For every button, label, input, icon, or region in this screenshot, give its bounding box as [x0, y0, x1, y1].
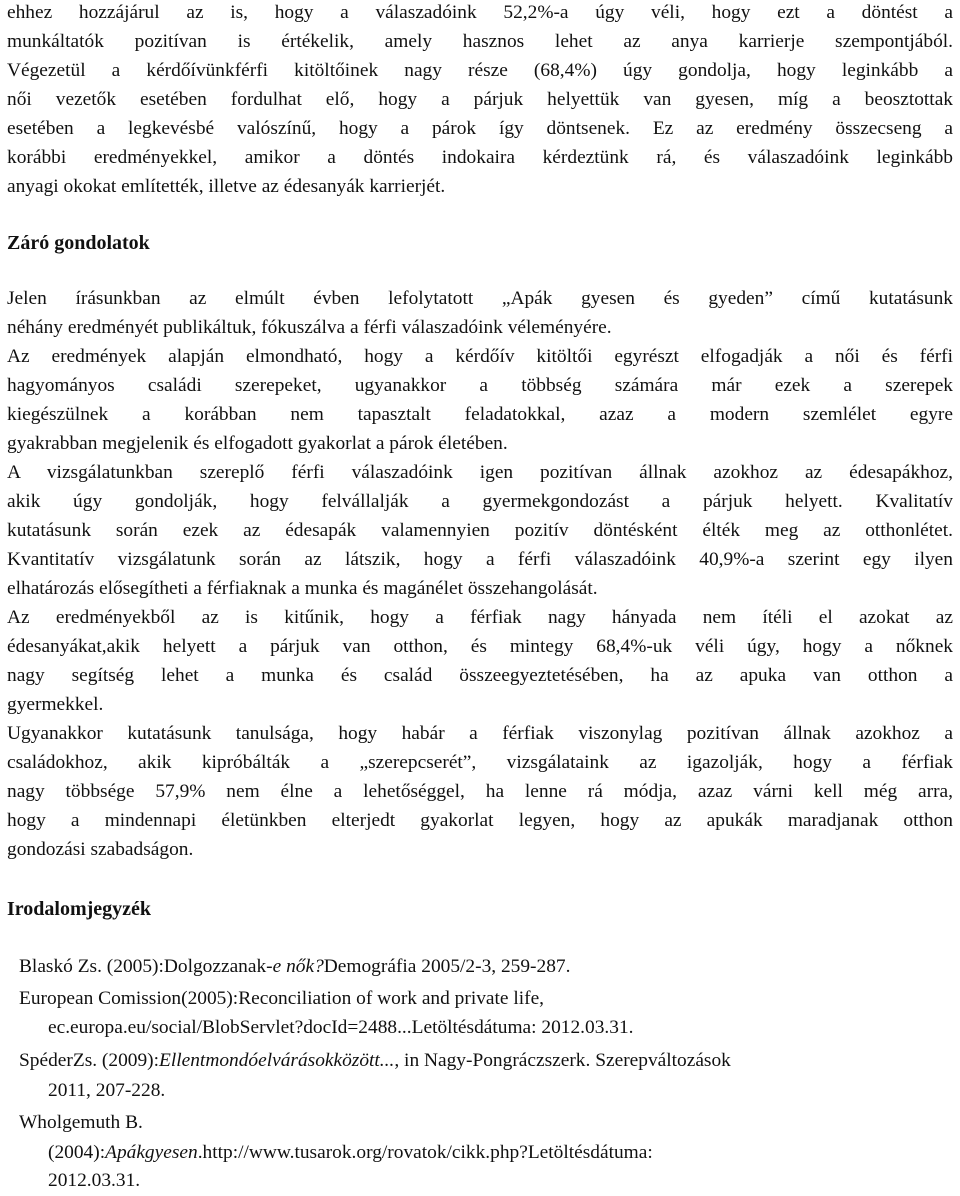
text-line: elhatározás elősegítheti a férfiaknak a munka és magánélet összehangolását.	[7, 578, 598, 599]
text-line: gyermekkel.	[7, 694, 104, 715]
text-line: akik úgy gondolják, hogy felvállalják a gyermekgondozást a párjuk helyett. Kvalitatív	[7, 491, 953, 512]
text-line: munkáltatók pozitívan is értékelik, amely hasznos lehet az anya karrierje szempontjából.	[7, 31, 953, 52]
text-line: hogy a mindennapi életünkben elterjedt gyakorlat legyen, hogy az apukák maradjanak otthon	[7, 810, 953, 831]
reference-entry	[19, 1046, 731, 1076]
text-line: női vezetők esetében fordulhat elő, hogy a párjuk helyettük van gyesen, míg a beosztottak	[7, 89, 953, 110]
text-line: gyakrabban megjelenik és elfogadott gyakorlat a párok életében.	[7, 433, 508, 454]
text-line: ehhez hozzájárul az is, hogy a válaszadóink 52,2%-a úgy véli, hogy ezt a döntést a	[7, 2, 953, 23]
reference-entry-continuation	[48, 1138, 653, 1168]
reference-title: Ellentmondóelvárásokközött...	[159, 1050, 395, 1071]
reference-text: .http://www.tusarok.org/rovatok/cikk.php?Letöltésdátuma:	[197, 1142, 653, 1163]
text-line: hagyományos családi szerepeket, ugyanakkor a többség számára már ezek a szerepek	[7, 375, 953, 396]
text-line: gondozási szabadságon.	[7, 839, 194, 860]
text-line: Az eredményekből az is kitűnik, hogy a férfiak nagy hányada nem ítéli el azokat az	[7, 607, 953, 628]
text-line: nagy segítség lehet a munka és család összeegyeztetésében, ha az apuka van otthon a	[7, 665, 953, 686]
text-line: Kvantitatív vizsgálatunk során az látszik, hogy a férfi válaszadóink 40,9%-a szerint egy ilyen	[7, 549, 953, 570]
reference-entry-continuation: ec.europa.eu/social/BlobServlet?docId=2488...Letöltésdátuma: 2012.03.31.	[48, 1017, 634, 1038]
text-line: kutatásunk során ezek az édesapák valamennyien pozitív döntésként élték meg az otthonlétet.	[7, 520, 953, 541]
reference-text: Demográfia 2005/2-3, 259-287.	[323, 956, 571, 977]
reference-title: Apákgyesen	[105, 1142, 198, 1163]
reference-text: Blaskó Zs. (2005):Dolgozzanak-	[19, 956, 273, 977]
reference-entry: Wholgemuth B.	[19, 1112, 143, 1133]
text-line: néhány eredményét publikáltuk, fókuszálva a férfi válaszadóink véleményére.	[7, 317, 612, 338]
reference-entry-continuation: 2011, 207-228.	[48, 1080, 166, 1101]
text-line: Végezetül a kérdőívünkférfi kitöltőinek nagy része (68,4%) úgy gondolja, hogy leginkább a	[7, 60, 953, 81]
section-heading-bibliography: Irodalomjegyzék	[7, 898, 152, 920]
text-line: Jelen írásunkban az elmúlt évben lefolytatott „Apák gyesen és gyeden” című kutatásunk	[7, 288, 953, 309]
text-line: Az eredmények alapján elmondható, hogy a kérdőív kitöltői egyrészt elfogadják a női és férfi	[7, 346, 953, 367]
reference-text: SpéderZs. (2009):	[19, 1050, 160, 1071]
text-line: korábbi eredményekkel, amikor a döntés indokaira kérdeztünk rá, és válaszadóink leginkább	[7, 147, 953, 168]
section-heading-closing: Záró gondolatok	[7, 232, 150, 254]
text-line: Ugyanakkor kutatásunk tanulsága, hogy habár a férfiak viszonylag pozitívan állnak azokhoz a	[7, 723, 953, 744]
text-line: anyagi okokat említették, illetve az édesanyák karrierjét.	[7, 176, 446, 197]
text-line: esetében a legkevésbé valószínű, hogy a párok így döntsenek. Ez az eredmény összecseng a	[7, 118, 953, 139]
text-line: kiegészülnek a korábban nem tapasztalt feladatokkal, azaz a modern szemlélet egyre	[7, 404, 953, 425]
reference-text: (2004):	[48, 1142, 106, 1163]
reference-entry: European Comission(2005):Reconciliation of work and private life,	[19, 988, 545, 1009]
reference-entry	[19, 952, 570, 982]
text-line: A vizsgálatunkban szereplő férfi válaszadóink igen pozitívan állnak azokhoz az édesapákhoz,	[7, 462, 953, 483]
text-line: édesanyákat,akik helyett a párjuk van otthon, és mintegy 68,4%-uk véli úgy, hogy a nőknek	[7, 636, 953, 657]
text-line: nagy többsége 57,9% nem élne a lehetőséggel, ha lenne rá módja, azaz várni kell még arra,	[7, 781, 953, 802]
reference-entry-continuation: 2012.03.31.	[48, 1170, 141, 1191]
text-line: családokhoz, akik kipróbálták a „szerepcserét”, vizsgálataink az igazolják, hogy a férfiak	[7, 752, 953, 773]
reference-text: , in Nagy-Pongráczszerk. Szerepváltozások	[394, 1050, 731, 1071]
reference-title: e nők?	[272, 956, 324, 977]
